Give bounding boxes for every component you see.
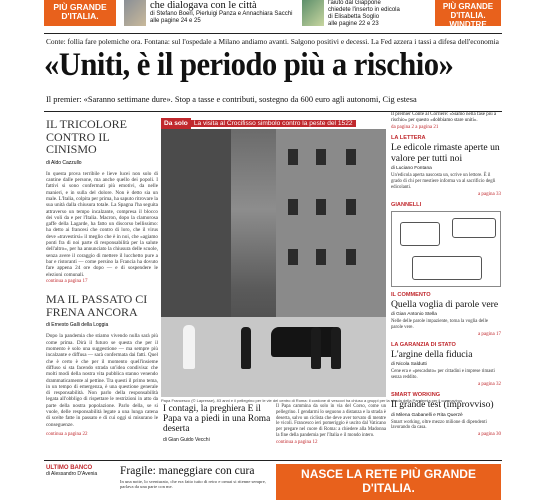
building-right [276, 129, 386, 319]
right-sidebar [391, 112, 501, 437]
headline-subtitle: Il premier: «Saranno settimane dure». Stop a tasse e contributi, sostegno da 600 euro agli autonomi, Cig estesa [46, 95, 417, 104]
section-label-lettera: LA LETTERA [391, 135, 426, 141]
pope-figure [183, 325, 195, 369]
smart-working-pages[interactable]: a pagina 30 [477, 432, 501, 438]
conte-quote: Il premier Conte al Corriere: «Siamo nella fase più a rischio» per questo «dobbiamo stare uniti». [391, 112, 497, 123]
building-left [161, 129, 231, 329]
lettera-title[interactable]: Le edicole rimaste aperte un valore per tutti noi [391, 142, 500, 164]
editorial-column [46, 118, 158, 439]
editorial-body: In questa prova terribile e lieve lucei non solo di cantine dalle persone, ma anche quello dei popoli. I fattivi si sono confermati più emotivi, da nelle manieri, e in sulla del dolore. Non è detto sia un male. L'Italia, colpita per prima, ha saputo ritrovare la sua unità dalla chiusura totale. La Spagna l'ha seguita attraverso un tempo incalzante, compresa il blocco dei voli da e per l'Italia. Macron, dopo la clamorosa gaffe della Lagarde, ha fatto un discorso bellissimo: ha detto ai francesi che contro di loro, che il virus deve «travestirsi» il meglio che è in noi, che «agiamo ponti fra di noi parte di responsabilità per la salute dell'altro», per ha annunciato la chiusura delle scuole, senza avere il coraggio di mettere il lucchetto pure a bar e ristoranti — come persino la Francia ha dovuto fare appena 24 ore dopo — e di sospendere le elezioni comunali. [46, 170, 158, 278]
commento-body: Nelle delle parole impaziente, torna la voglia delle parole vere. [391, 319, 488, 330]
headline-kicker: Conte: follia fare polemiche ora. Fontana: sul l'ospedale a Milano andiamo avanti. Salgono positivi e decessi. La Fed azzera i tassi a difesa dell'economia [46, 37, 499, 46]
garanzia-byline: di Nicola Saldutti [391, 362, 427, 368]
lettera-byline: di Luciano Fontana [391, 166, 432, 172]
pope-article-body [276, 404, 386, 446]
photo-label [161, 118, 386, 129]
editorial-body-2: Dopo la pandemia che stiamo vivendo nulla sarà più come prima. Dirà il futuro se questa che per il momento è solo una suggestione — ma sempre più incalzante e diffusa — sarà confermata dai fatti. Quel che è certo è che per il momento quell'insieme diffuso si sta facendo strada un'idea condivisa: che molti modi della nostra vita pubblica stanno venendo drammaticamente al pettine. Tra questi il primo tema, in un tempo di emergenza, è una questione generale di responsabilità. Non parlo della responsabilità legata all'obbligo di rispettare le restrizioni in atto da parte della nostra popolazione. Parlo della, se si vuole, delle responsabilità legate a una lunga catena di scelte fatte in passato e di cui oggi si misurano le conseguenze. [46, 333, 158, 428]
divider [44, 33, 502, 34]
promo-ad-right[interactable] [435, 0, 501, 29]
smart-working-byline: di Milena Gabanelli e Rita Querzè [391, 412, 463, 418]
teaser-pages: alle pagine 22 e 23 [328, 21, 379, 27]
pope-street-photo[interactable] [161, 129, 386, 397]
top-banner [44, 0, 501, 31]
main-headline[interactable]: «Uniti, è il periodo più a rischio» [44, 47, 454, 83]
promo-text: PIÙ GRANDE D'ITALIA. [442, 2, 494, 20]
garanzia-pages[interactable]: a pagina 32 [477, 381, 501, 387]
lettera-body: Un'edicola aperta nascosta un, scrive un lettore. È il grado di chi per mestiere informa va al sacrificio degli edicolanti. [391, 173, 496, 190]
photo-caption: La visita al Crocifisso simbolo contro la peste del 1522 [191, 120, 356, 127]
divider [44, 460, 502, 461]
smart-working-body: Smart working, oltre mezzo milione di dipendenti lavorando da casa. [391, 419, 487, 431]
editorial-byline: di Aldo Cazzullo [46, 159, 82, 166]
author-photo [124, 0, 146, 26]
teaser-text: chiedete l'inserto in edicola [328, 7, 400, 13]
cartoon-image[interactable] [391, 211, 501, 287]
supplement-photo [302, 0, 324, 26]
pope-article-title[interactable]: I contagi, la preghiera E il Papa va a piedi in una Roma deserta [163, 404, 271, 434]
pope-article-byline: di Gian Guido Vecchi [163, 437, 210, 443]
garanzia-body: Cene era e «pescaduto» per cittadini e imprese rimasti senza reddito. [391, 369, 495, 381]
photo-tag: Da solo [161, 118, 191, 129]
continue-link[interactable]: continua a pagina 17 [46, 278, 88, 284]
column-byline: di Alessandro D'Avenia [46, 471, 98, 477]
teaser-title: che dialogava con le città [150, 0, 257, 11]
guard-figure [241, 327, 251, 369]
teaser-pages: alle pagine 24 e 25 [150, 18, 201, 24]
teaser-supplement[interactable] [328, 0, 428, 28]
photo-credit: Papa Francesco (© Lapresse), 83 anni e il pellegrino per le vie del centro di Roma: il cordone di vescovi ha chiuso a gruppi per la strada della Pandemia per il coronavirus [161, 398, 463, 403]
commento-title[interactable]: Quella voglia di parole vere [391, 298, 499, 310]
column-body: In una notte, lo sventurato, che era fatto tutto di retro e ormai si ritenne sempre, parlava da una parte con me. [120, 479, 266, 490]
commento-pages[interactable]: a pagina 17 [477, 331, 501, 337]
teaser-title: l'aiuto dal Giappone [328, 0, 381, 6]
promo-ad-bottom[interactable]: NASCE LA RETE PIÙ GRANDE D'ITALIA. [276, 464, 501, 500]
column-title[interactable]: Fragile: maneggiare con cura [120, 465, 255, 477]
column-label: ULTIMO BANCO [46, 465, 93, 471]
lead-photo-block [161, 118, 386, 397]
guard-figure [331, 327, 341, 369]
section-label-smart-working: SMART WORKING [391, 391, 441, 398]
pope-article [163, 404, 271, 443]
promo-ad-left[interactable]: PIÙ GRANDE D'ITALIA. [44, 0, 116, 26]
quote-pages[interactable]: da pagina 2 a pagina 21 [391, 125, 439, 130]
teaser-author: di Elisabetta Soglio [328, 14, 380, 20]
commento-byline: di Gian Antonio Stella [391, 312, 437, 318]
garanzia-title[interactable]: L'argine della fiducia [391, 348, 473, 360]
section-label-garanzia: LA GARANZIA DI STATO [391, 341, 456, 348]
ultimo-banco-label [46, 465, 116, 477]
promo-brand: WINDTRE [449, 20, 487, 29]
smart-working-title[interactable]: Il grande test (improvviso) [391, 398, 494, 410]
teaser-culture[interactable] [150, 0, 300, 25]
section-label-giannelli: GIANNELLI [391, 201, 422, 208]
section-label-commento: IL COMMENTO [391, 291, 431, 298]
ultimo-banco-article [120, 465, 270, 490]
pope-article-text: Il Papa cammina da solo in via del Corso, come un pellegrino. I gendarmi lo seguono a distanza e la strada è deserta, salvo un ciclista che deve aver torvato di mentre le vicoli. Francesco ieri pomeriggio è uscito dal Vaticano per pregare nel cuore di Roma: a chiedere alla Madonna la fine della pandemia per l'Italia e il mondo intero. [276, 404, 386, 438]
continue-link-3[interactable]: continua a pagina 12 [276, 439, 318, 445]
editorial-title[interactable]: IL TRICOLORE CONTRO IL CINISMO [46, 117, 127, 156]
guard-figure [311, 327, 321, 369]
teaser-authors: di Stefano Boeri, Pierluigi Panza e Annachiara Sacchi [150, 11, 293, 17]
continue-link-2[interactable]: continua a pagina 22 [46, 432, 88, 438]
editorial-byline-2: di Ernesto Galli della Loggia [46, 322, 109, 329]
editorial-title-2[interactable]: MA IL PASSATO CI FRENA ANCORA [46, 292, 148, 319]
lettera-pages[interactable]: a pagina 33 [477, 191, 501, 197]
